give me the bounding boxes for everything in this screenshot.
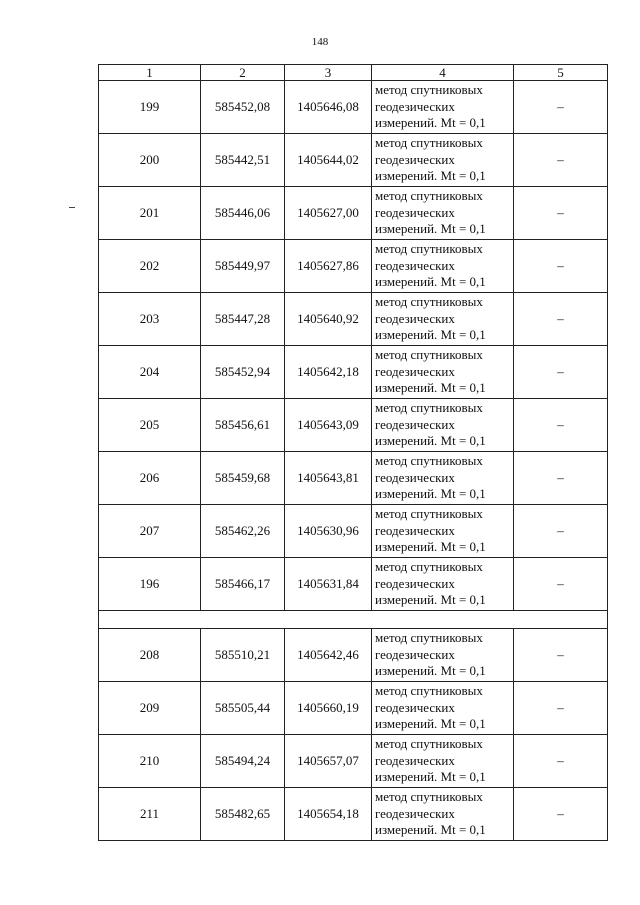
x-coordinate-cell: 585505,44 xyxy=(201,682,285,735)
dash-mark: – xyxy=(557,523,564,538)
table-row xyxy=(99,788,608,841)
method-line: геодезических xyxy=(375,204,455,220)
y-coordinate-cell: 1405630,96 xyxy=(285,505,372,558)
table-row xyxy=(99,399,608,452)
table-row xyxy=(99,735,608,788)
method-cell xyxy=(372,735,514,788)
y-coordinate-cell: 1405642,18 xyxy=(285,346,372,399)
table-header-row xyxy=(99,65,608,81)
table-row xyxy=(99,81,608,134)
method-line: метод спутниковых xyxy=(375,453,483,469)
method-line: геодезических xyxy=(375,469,455,485)
method-line: измерений. Mt = 0,1 xyxy=(375,433,486,449)
note-cell xyxy=(514,682,608,735)
point-number-cell: 199 xyxy=(99,81,201,134)
method-line: метод спутниковых xyxy=(375,559,483,575)
method-cell xyxy=(372,558,514,611)
dash-mark: – xyxy=(557,311,564,326)
y-coordinate-cell: 1405643,09 xyxy=(285,399,372,452)
table-row xyxy=(99,452,608,505)
method-line: геодезических xyxy=(375,522,455,538)
dash-mark: – xyxy=(557,647,564,662)
method-cell xyxy=(372,134,514,187)
method-cell xyxy=(372,505,514,558)
note-cell xyxy=(514,505,608,558)
y-coordinate-cell: 1405657,07 xyxy=(285,735,372,788)
method-line: измерений. Mt = 0,1 xyxy=(375,327,486,343)
point-number-cell: 202 xyxy=(99,240,201,293)
method-line: геодезических xyxy=(375,257,455,273)
table-row xyxy=(99,682,608,735)
method-line: метод спутниковых xyxy=(375,347,483,363)
empty-cell xyxy=(99,611,608,629)
table-body xyxy=(99,81,608,841)
x-coordinate-cell: 585466,17 xyxy=(201,558,285,611)
method-line: измерений. Mt = 0,1 xyxy=(375,769,486,785)
method-line: геодезических xyxy=(375,416,455,432)
dash-mark: – xyxy=(557,417,564,432)
table-row xyxy=(99,293,608,346)
method-line: метод спутниковых xyxy=(375,683,483,699)
point-number-cell: 211 xyxy=(99,788,201,841)
table-row xyxy=(99,346,608,399)
point-number-cell: 207 xyxy=(99,505,201,558)
method-line: метод спутниковых xyxy=(375,82,483,98)
method-line: метод спутниковых xyxy=(375,400,483,416)
point-number-cell: 210 xyxy=(99,735,201,788)
table-row xyxy=(99,505,608,558)
note-cell xyxy=(514,346,608,399)
table-gap-row xyxy=(99,611,608,629)
method-line: измерений. Mt = 0,1 xyxy=(375,539,486,555)
point-number-cell: 201 xyxy=(99,187,201,240)
x-coordinate-cell: 585452,08 xyxy=(201,81,285,134)
y-coordinate-cell: 1405646,08 xyxy=(285,81,372,134)
margin-mark xyxy=(69,207,75,208)
page-number: 148 xyxy=(311,36,329,48)
method-cell xyxy=(372,629,514,682)
method-line: измерений. Mt = 0,1 xyxy=(375,168,486,184)
method-line: измерений. Mt = 0,1 xyxy=(375,380,486,396)
note-cell xyxy=(514,558,608,611)
method-line: геодезических xyxy=(375,752,455,768)
method-line: метод спутниковых xyxy=(375,630,483,646)
method-line: геодезических xyxy=(375,646,455,662)
method-line: геодезических xyxy=(375,363,455,379)
note-cell xyxy=(514,187,608,240)
method-line: метод спутниковых xyxy=(375,736,483,752)
column-header: 5 xyxy=(514,65,608,81)
method-line: измерений. Mt = 0,1 xyxy=(375,221,486,237)
column-header: 3 xyxy=(285,65,372,81)
method-line: геодезических xyxy=(375,575,455,591)
x-coordinate-cell: 585456,61 xyxy=(201,399,285,452)
note-cell xyxy=(514,735,608,788)
x-coordinate-cell: 585459,68 xyxy=(201,452,285,505)
method-line: измерений. Mt = 0,1 xyxy=(375,663,486,679)
point-number-cell: 196 xyxy=(99,558,201,611)
column-header: 1 xyxy=(99,65,201,81)
note-cell xyxy=(514,240,608,293)
method-line: метод спутниковых xyxy=(375,789,483,805)
y-coordinate-cell: 1405644,02 xyxy=(285,134,372,187)
method-line: измерений. Mt = 0,1 xyxy=(375,716,486,732)
y-coordinate-cell: 1405660,19 xyxy=(285,682,372,735)
y-coordinate-cell: 1405654,18 xyxy=(285,788,372,841)
method-cell xyxy=(372,682,514,735)
y-coordinate-cell: 1405627,00 xyxy=(285,187,372,240)
table-row xyxy=(99,240,608,293)
note-cell xyxy=(514,81,608,134)
table-row xyxy=(99,187,608,240)
coordinates-table xyxy=(98,64,608,841)
method-cell xyxy=(372,788,514,841)
point-number-cell: 200 xyxy=(99,134,201,187)
note-cell xyxy=(514,134,608,187)
method-cell xyxy=(372,187,514,240)
note-cell xyxy=(514,452,608,505)
dash-mark: – xyxy=(557,205,564,220)
method-cell xyxy=(372,81,514,134)
point-number-cell: 206 xyxy=(99,452,201,505)
method-cell xyxy=(372,293,514,346)
point-number-cell: 203 xyxy=(99,293,201,346)
method-line: геодезических xyxy=(375,805,455,821)
method-line: метод спутниковых xyxy=(375,188,483,204)
method-line: геодезических xyxy=(375,98,455,114)
table-row xyxy=(99,558,608,611)
point-number-cell: 204 xyxy=(99,346,201,399)
x-coordinate-cell: 585494,24 xyxy=(201,735,285,788)
x-coordinate-cell: 585462,26 xyxy=(201,505,285,558)
note-cell xyxy=(514,399,608,452)
method-line: метод спутниковых xyxy=(375,294,483,310)
point-number-cell: 208 xyxy=(99,629,201,682)
x-coordinate-cell: 585449,97 xyxy=(201,240,285,293)
dash-mark: – xyxy=(557,753,564,768)
point-number-cell: 209 xyxy=(99,682,201,735)
method-cell xyxy=(372,452,514,505)
method-line: измерений. Mt = 0,1 xyxy=(375,822,486,838)
dash-mark: – xyxy=(557,258,564,273)
column-header: 4 xyxy=(372,65,514,81)
y-coordinate-cell: 1405640,92 xyxy=(285,293,372,346)
dash-mark: – xyxy=(557,364,564,379)
dash-mark: – xyxy=(557,576,564,591)
method-line: измерений. Mt = 0,1 xyxy=(375,486,486,502)
method-line: измерений. Mt = 0,1 xyxy=(375,592,486,608)
x-coordinate-cell: 585442,51 xyxy=(201,134,285,187)
method-cell xyxy=(372,399,514,452)
method-line: метод спутниковых xyxy=(375,135,483,151)
note-cell xyxy=(514,629,608,682)
table-row xyxy=(99,629,608,682)
x-coordinate-cell: 585447,28 xyxy=(201,293,285,346)
point-number-cell: 205 xyxy=(99,399,201,452)
y-coordinate-cell: 1405627,86 xyxy=(285,240,372,293)
x-coordinate-cell: 585482,65 xyxy=(201,788,285,841)
method-line: измерений. Mt = 0,1 xyxy=(375,115,486,131)
dash-mark: – xyxy=(557,152,564,167)
method-line: метод спутниковых xyxy=(375,506,483,522)
dash-mark: – xyxy=(557,806,564,821)
dash-mark: – xyxy=(557,700,564,715)
x-coordinate-cell: 585446,06 xyxy=(201,187,285,240)
method-line: геодезических xyxy=(375,699,455,715)
table-row xyxy=(99,134,608,187)
x-coordinate-cell: 585452,94 xyxy=(201,346,285,399)
note-cell xyxy=(514,788,608,841)
method-line: геодезических xyxy=(375,151,455,167)
x-coordinate-cell: 585510,21 xyxy=(201,629,285,682)
method-line: метод спутниковых xyxy=(375,241,483,257)
method-cell xyxy=(372,346,514,399)
method-line: измерений. Mt = 0,1 xyxy=(375,274,486,290)
y-coordinate-cell: 1405643,81 xyxy=(285,452,372,505)
method-line: геодезических xyxy=(375,310,455,326)
dash-mark: – xyxy=(557,470,564,485)
column-header: 2 xyxy=(201,65,285,81)
dash-mark: – xyxy=(557,99,564,114)
y-coordinate-cell: 1405631,84 xyxy=(285,558,372,611)
note-cell xyxy=(514,293,608,346)
y-coordinate-cell: 1405642,46 xyxy=(285,629,372,682)
method-cell xyxy=(372,240,514,293)
